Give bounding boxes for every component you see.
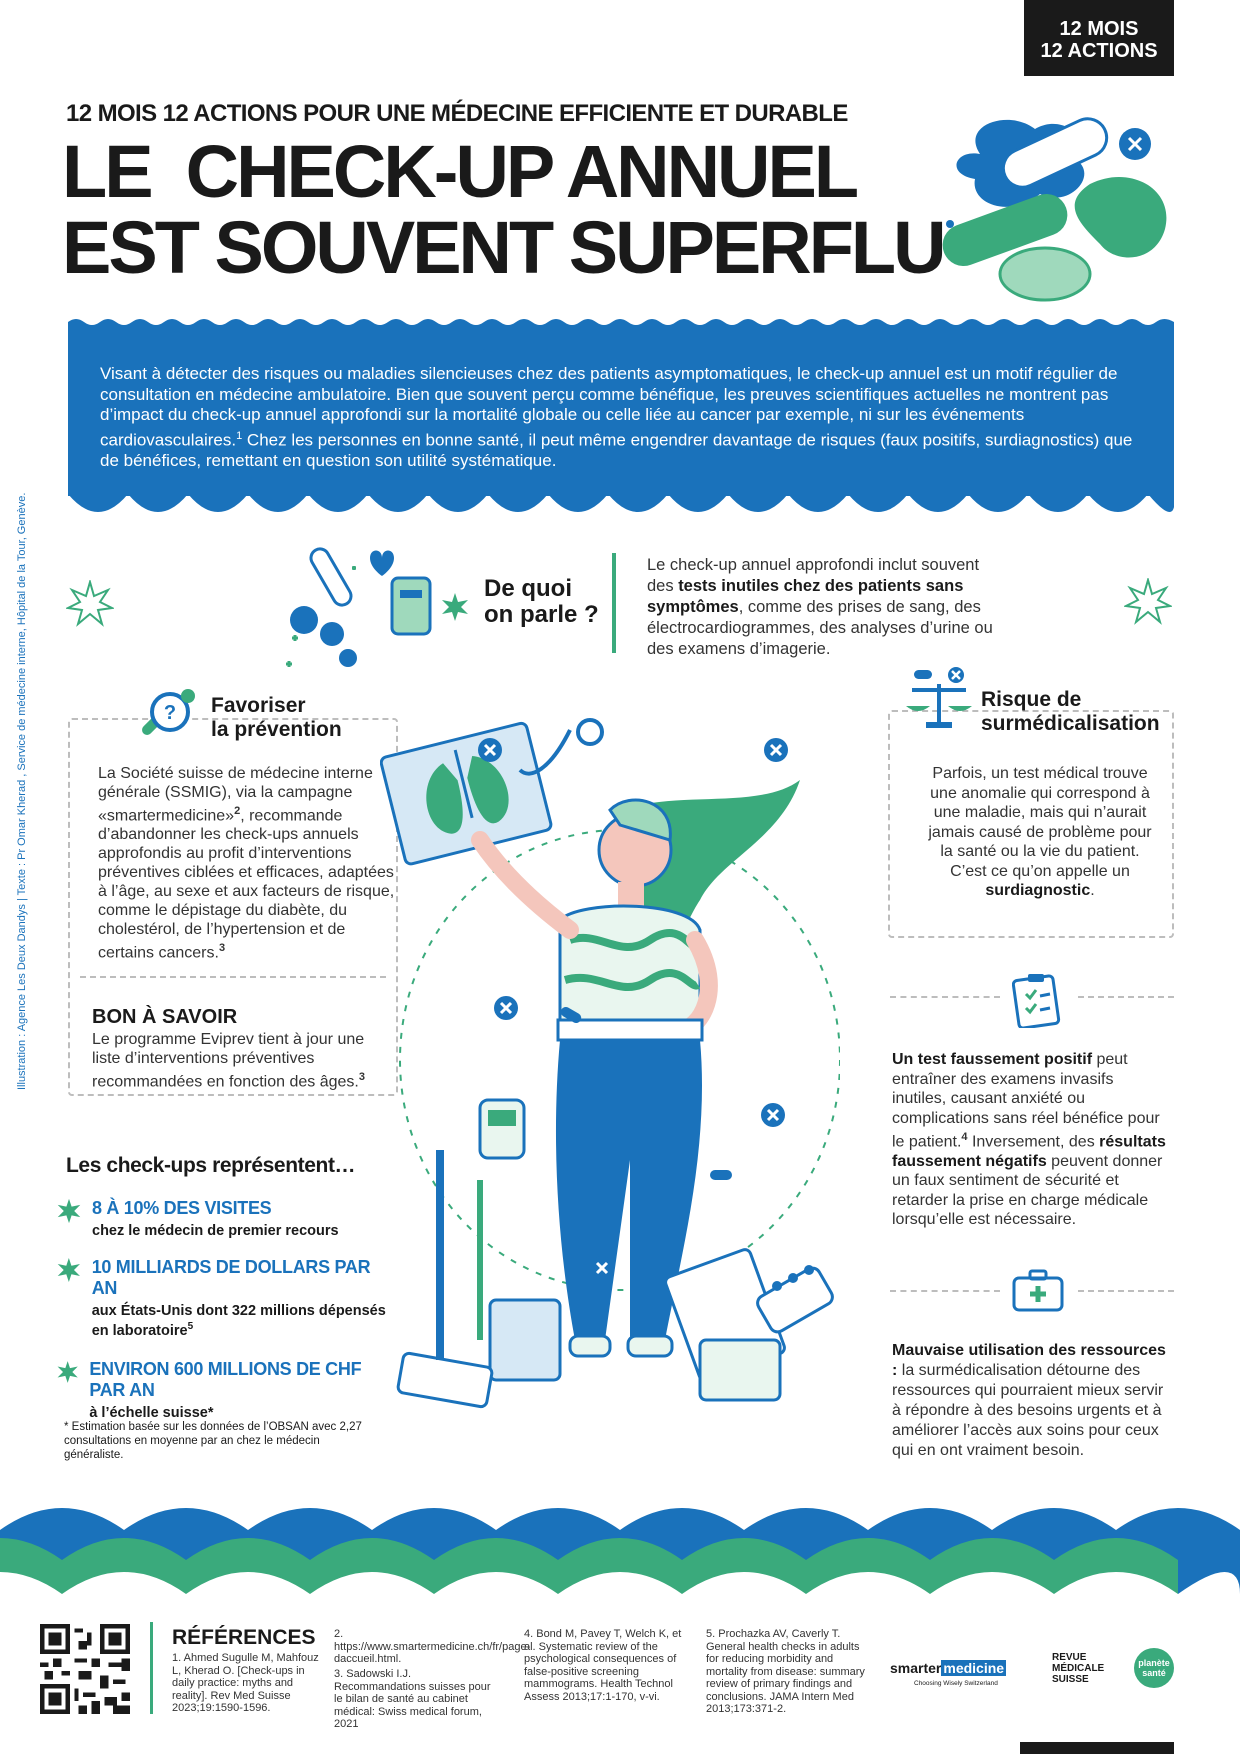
credit-line: Illustration : Agence Les Deux Dandys | Texte : Pr Omar Kherad , Service de médecine interne, Hôpital de la Tour, Genève. (16, 492, 28, 1090)
reference-item: 5. Prochazka AV, Caverly T. General health checks in adults for reducing morbidity and mortality from disease: summary review of primary findings and conclusions. JAMA Intern Med 2013;173:371-2. (706, 1628, 865, 1715)
stat-headline: 10 MILLIARDS DE DOLLARS PAR AN (91, 1257, 371, 1298)
accent-bar (150, 1622, 153, 1714)
footer-bar (1020, 1742, 1174, 1754)
intro-bottom-waves (68, 494, 1174, 528)
stat-headline: ENVIRON 600 MILLIONS DE CHF PAR AN (89, 1358, 362, 1400)
decorative-waves (0, 1490, 1240, 1620)
star-icon (440, 592, 470, 622)
planete-sante-logo: planète santé (1134, 1648, 1174, 1688)
badge-line1: 12 MOIS (1059, 18, 1139, 40)
title-line1: LE CHECK-UP ANNUEL (62, 130, 857, 213)
star-icon (56, 1359, 79, 1385)
stat-subtext: aux États-Unis dont 322 millions dépensés en laboratoire$^5$ (91, 1303, 386, 1339)
star-burst-icon (1124, 578, 1172, 626)
prevention-title: Favoriser la prévention (211, 694, 342, 741)
divider (1078, 1290, 1174, 1292)
stat-subtext: à l’échelle suisse* (89, 1404, 214, 1421)
lab-tubes-icon (282, 538, 432, 668)
stat-item (56, 1257, 396, 1339)
close-icon (478, 738, 502, 762)
stat-item (56, 1359, 396, 1421)
bon-a-savoir-title: BON À SAVOIR (92, 1006, 238, 1028)
qr-code[interactable] (40, 1624, 130, 1714)
de-quoi-text: Le check-up annuel approfondi inclut souvent des tests inutiles chez des patients sans symptômes, comme des prises de sang, des électrocardiogrammes, des analyses d’urine ou des examens d’imagerie. (647, 556, 993, 658)
clipboard-icon (1012, 972, 1064, 1028)
star-icon (56, 1198, 82, 1224)
pills-illustration (940, 114, 1180, 310)
smartermedicine-logo: smarter medicine (890, 1660, 1005, 1676)
de-quoi-title: De quoi on parle ? (484, 575, 599, 628)
smartermedicine-tagline: Choosing Wisely Switzerland (914, 1680, 998, 1687)
false-results-text: Un test faussement positif peut entraîner des examens invasifs inutiles, causant anxiété ou complications sans réel bénéfice pour le patient.$^4$ Inversement, des résultats faussement négatifs peuvent donner un faux sentiment de sécurité et retarder la prise en charge médicale lorsqu’elle est nécessaire. (892, 1051, 1166, 1229)
svg-text:?: ? (163, 702, 177, 724)
star-icon (56, 1257, 82, 1283)
accent-bar (612, 553, 616, 653)
overmedicalisation-text: Parfois, un test médical trouve une anomalie qui correspond à une maladie, mais qui n’aurait jamais causé de problème pour la santé ou la vie du patient. C’est ce qu’on appelle un surdiagnostic. (928, 765, 1152, 899)
checkups-heading: Les check-ups représentent… (66, 1154, 356, 1177)
prevention-text: La Société suisse de médecine interne générale (SSMIG), via la campagne «smartermedicine»$^2$, recommande d’abandonner les check-ups annuels approfondis au profit d’interventions préventives ciblées et efficaces, adaptées à l’âge, au sexe et aux facteurs de risque, comme le dépistage du diabète, du cholestérol, de l’hypertension et de certains cancers.$^3$ (98, 765, 395, 962)
star-burst-icon (66, 580, 114, 628)
stats-list (56, 1198, 396, 1421)
badge-line2: 12 ACTIONS (1040, 40, 1158, 62)
resource-misuse-text: Mauvaise utilisation des ressources : la surmédicalisation détourne des ressources qui pourraient mieux servir à répondre à des besoins urgents et à améliorer l’accès aux soins pour ceux qui en ont vraiment besoin. (892, 1342, 1166, 1459)
intro-text: Visant à détecter des risques ou maladies silencieuses chez des patients asymptomatiques, le check-up annuel est un motif régulier de consultation en médecine ambulatoire. Bien que souvent perçu comme bénéfique, les preuves scientifiques actuelles ne montrent pas d’impact du check-up annuel approfondi sur la mortalité globale ou celle liée au cancer par exemple, ni sur les événements cardiovasculaires.$^1$ Chez les personnes en bonne santé, il peut même engendrer davantage de risques (faux positifs, surdiagnostics) que de bénéfices, remettant en question son utilité systématique. (100, 364, 1133, 470)
reference-item: 2. https://www.smartermedicine.ch/fr/page-daccueil.html. (334, 1628, 531, 1665)
references-title: RÉFÉRENCES (172, 1626, 316, 1649)
stat-headline: 8 À 10% DES VISITES (92, 1198, 272, 1218)
page-title (62, 130, 944, 289)
scale-pills-icon (904, 666, 974, 732)
stat-item (56, 1198, 396, 1239)
intro-top-edge (68, 316, 1174, 328)
title-line2: EST SOUVENT SUPERFLU (62, 206, 944, 289)
reference-item: 3. Sadowski I.J. Recommandations suisses pour le bilan de santé au cabinet médical: Swiss medical forum, 2021 (334, 1668, 491, 1730)
divider (890, 1290, 1000, 1292)
bon-a-savoir-text: Le programme Eviprev tient à jour une liste d’interventions préventives recommandées en fonction des âges.$^3$ (92, 1031, 365, 1091)
stat-subtext: chez le médecin de premier recours (92, 1223, 339, 1239)
revue-medicale-suisse-logo: REVUE MÉDICALE SUISSE (1052, 1652, 1105, 1685)
reference-item: 4. Bond M, Pavey T, Welch K, et al. Systematic review of the psychological consequences of false-positive screening mammograms. Health Technol Assess 2013;17:1-170, v-vi. (524, 1628, 682, 1703)
divider (80, 976, 386, 978)
divider (1078, 996, 1174, 998)
divider (890, 996, 1000, 998)
kicker: 12 MOIS 12 ACTIONS POUR UNE MÉDECINE EFFICIENTE ET DURABLE (66, 100, 848, 127)
medical-kit-icon (1010, 1268, 1066, 1312)
doctor-illustration (380, 700, 840, 1420)
series-badge (1024, 0, 1174, 76)
overmedicalisation-title: Risque de surmédicalisation (981, 688, 1160, 735)
reference-item: 1. Ahmed Sugulle M, Mahfouz L, Kherad O. [Check-ups in daily practice: myths and reality]. Rev Med Suisse 2023;19:1590-1596. (172, 1652, 319, 1714)
stats-footnote: * Estimation basée sur les données de l’OBSAN avec 2,27 consultations en moyenne par an chez le médecin généraliste. (64, 1421, 362, 1461)
magnifier-question-icon (140, 684, 200, 744)
